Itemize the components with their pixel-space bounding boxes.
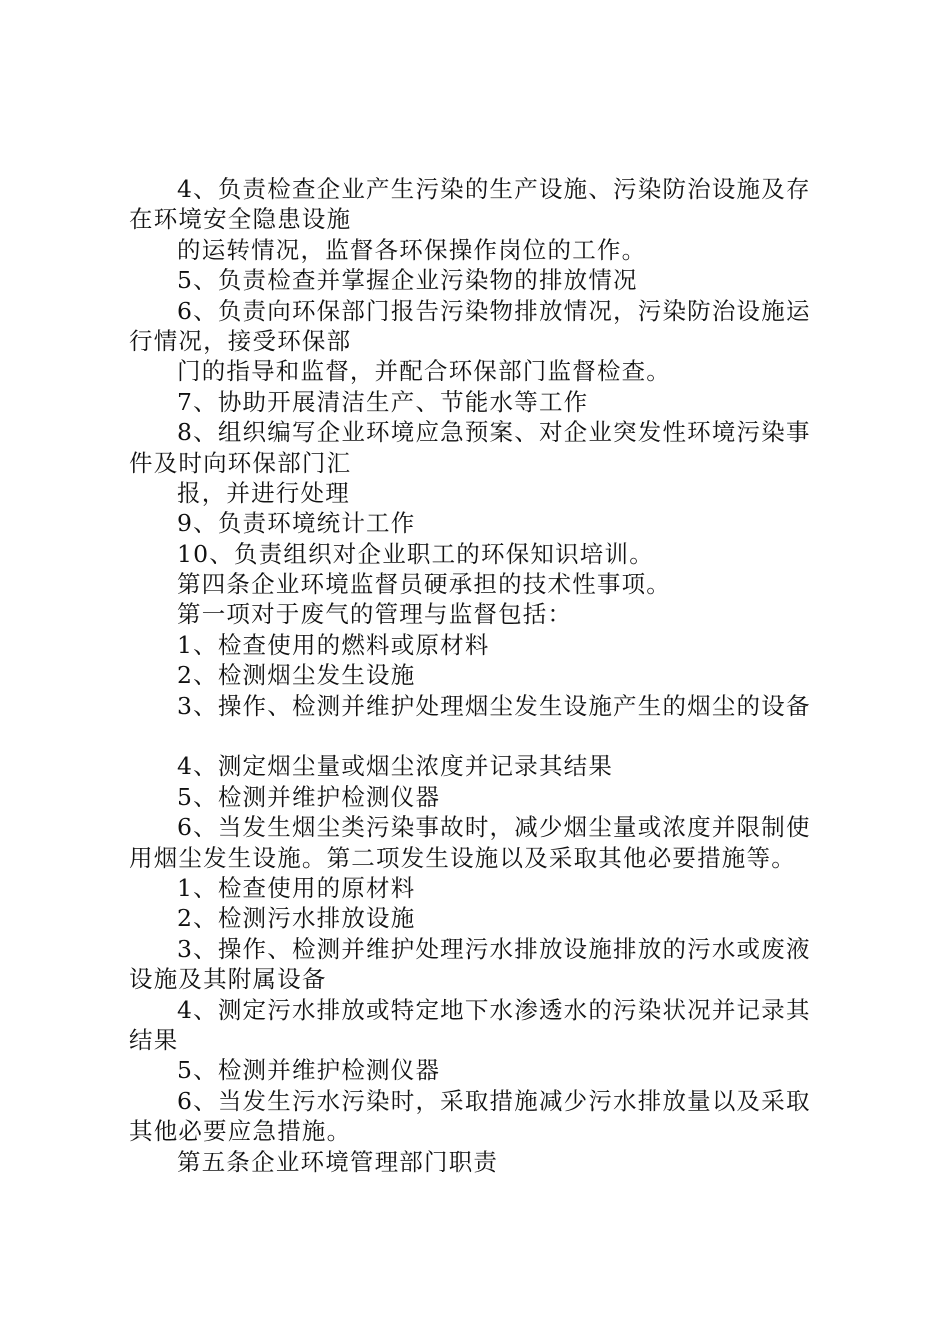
text-line: 4、负责检查企业产生污染的生产设施、污染防治设施及存 bbox=[177, 175, 811, 203]
text-line: 4、测定烟尘量或烟尘浓度并记录其结果 bbox=[177, 752, 614, 781]
text-line: 报，并进行处理 bbox=[177, 478, 350, 507]
text-line: 3、操作、检测并维护处理污水排放设施排放的污水或废液 bbox=[177, 934, 811, 963]
text-line: 7、协助开展清洁生产、节能水等工作 bbox=[177, 387, 589, 416]
text-line: 第四条企业环境监督员硬承担的技术性事项。 bbox=[177, 570, 671, 599]
text-line: 9、负责环境统计工作 bbox=[177, 509, 416, 538]
text-line: 5、检测并维护检测仪器 bbox=[177, 1056, 441, 1085]
text-line: 的运转情况，监督各环保操作岗位的工作。 bbox=[177, 235, 647, 264]
document-body bbox=[129, 174, 831, 1177]
text-line: 3、操作、检测并维护处理烟尘发生设施产生的烟尘的设备 bbox=[177, 691, 811, 720]
text-line: 5、负责检查并掌握企业污染物的排放情况 bbox=[177, 266, 638, 295]
text-line: 第一项对于废气的管理与监督包括： bbox=[177, 600, 573, 629]
text-line: 门的指导和监督，并配合环保部门监督检查。 bbox=[177, 357, 671, 386]
text-line: 6、当发生烟尘类污染事故时，减少烟尘量或浓度并限制使 bbox=[177, 813, 811, 842]
text-line: 6、负责向环保部门报告污染物排放情况，污染防治设施运 bbox=[177, 296, 811, 325]
text-line: 结果 bbox=[129, 1025, 179, 1054]
text-line: 4、测定污水排放或特定地下水渗透水的污染状况并记录其 bbox=[177, 995, 811, 1024]
text-line: 2、检测污水排放设施 bbox=[177, 904, 416, 933]
text-line: 6、当发生污水污染时，采取措施减少污水排放量以及采取 bbox=[177, 1086, 811, 1115]
text-line: 行情况，接受环保部 bbox=[129, 326, 352, 355]
text-line: 其他必要应急措施。 bbox=[129, 1117, 352, 1146]
blank-line bbox=[129, 721, 831, 751]
text-line: 8、组织编写企业环境应急预案、对企业突发性环境污染事 bbox=[177, 418, 811, 447]
text-line: 用烟尘发生设施。第二项发生设施以及采取其他必要措施等。 bbox=[129, 843, 796, 872]
text-line: 设施及其附属设备 bbox=[129, 965, 327, 994]
text-line: 件及时向环保部门汇 bbox=[129, 448, 352, 477]
text-line: 5、检测并维护检测仪器 bbox=[177, 782, 441, 811]
text-line: 2、检测烟尘发生设施 bbox=[177, 661, 416, 690]
text-line: 1、检查使用的原材料 bbox=[177, 873, 416, 902]
text-line: 在环境安全隐患设施 bbox=[129, 205, 352, 234]
text-line: 第五条企业环境管理部门职责 bbox=[177, 1147, 499, 1176]
text-line: 10、负责组织对企业职工的环保知识培训。 bbox=[177, 539, 654, 568]
text-line: 1、检查使用的燃料或原材料 bbox=[177, 630, 490, 659]
